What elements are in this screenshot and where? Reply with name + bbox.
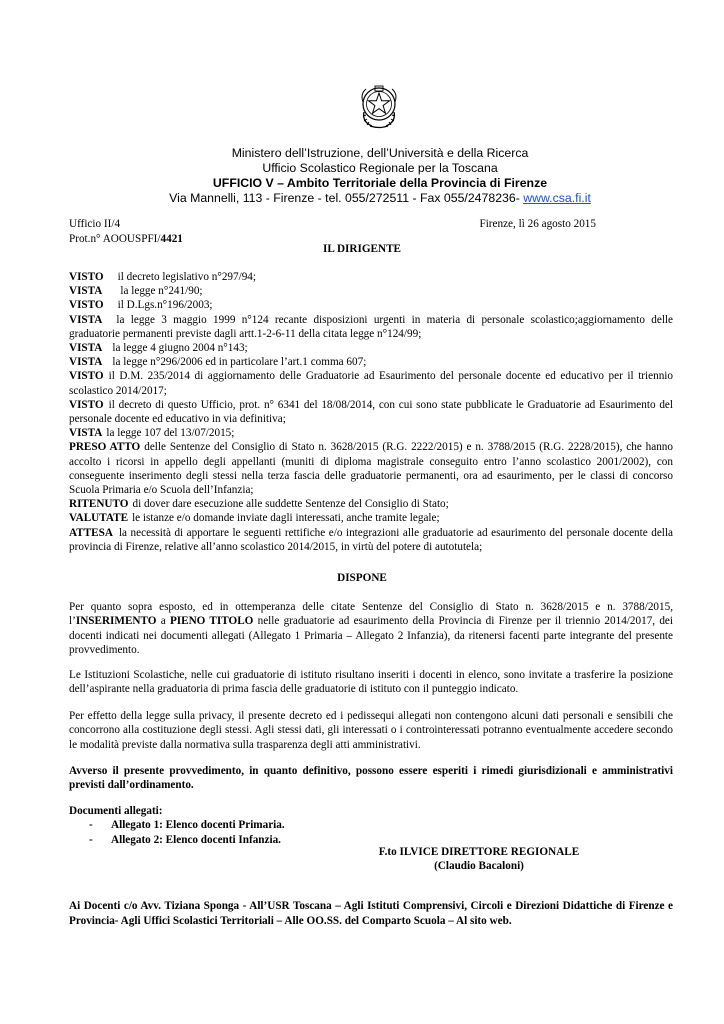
website-link[interactable]: www.csa.fi.it (523, 191, 591, 205)
italian-republic-emblem (358, 82, 400, 130)
dispone-heading: DISPONE (337, 572, 387, 584)
recipients-list: Ai Docenti c/o Avv. Tiziana Sponga - All’USR Toscana – Agli Istituti Comprensivi, Circoli e Direzioni Didattiche di Firenze e Provincia- Agli Uffici Scolastici Territoriali – Alle OO.SS. del Comparto Scuola – Al sito web. (69, 900, 673, 927)
dispone-pieno-titolo: PIENO TITOLO (169, 615, 254, 628)
premise-text: la legge n°296/2006 ed in particolare l’art.1 comma 607; (112, 356, 367, 369)
premise (69, 398, 673, 426)
protocol-value: 4421 (160, 233, 183, 245)
premise-text: la necessità di apportare le seguenti rettifiche e/o integrazioni alle graduatorie ad esaurimento del personale docente della provincia di Firenze, relative all’anno scolastico 2014/2015, in virtù del potere di autotutela; (69, 526, 673, 553)
premise-text: la legge 107 del 13/07/2015; (106, 427, 235, 440)
attached-documents-title: Documenti allegati: (69, 805, 163, 817)
signature-title: F.to ILVICE DIRETTORE REGIONALE (378, 846, 580, 858)
ministry-name: Ministero dell’Istruzione, dell’Università e della Ricerca (231, 146, 529, 160)
premise (69, 426, 673, 440)
premise-keyword: VISTO (69, 299, 104, 312)
dispone-paragraph-2: Le Istituzioni Scolastiche, nelle cui graduatorie di istituto risultano inseriti i docenti in elenco, sono invitate a trasferire la posizione dell’aspirante nella graduatoria di prima fascia delle graduatorie di istituto con il punteggio indicato. (69, 669, 673, 696)
regional-office: Ufficio Scolastico Regionale per la Toscana (262, 161, 498, 175)
attached-document-item: - Allegato 1: Elenco docenti Primaria. (89, 819, 285, 832)
dispone-paragraph-1 (69, 600, 673, 657)
signature-block (370, 845, 588, 874)
premise-text: la legge n°241/90; (120, 285, 203, 298)
premise-text: il decreto legislativo n°297/94; (117, 271, 257, 283)
premise-keyword: VISTO (69, 271, 104, 283)
premise (69, 270, 673, 284)
premise-keyword: VISTO (69, 398, 104, 411)
office-name: UFFICIO V – Ambito Territoriale della Provincia di Firenze (212, 176, 548, 190)
premise-keyword: VISTA (69, 313, 103, 326)
premise (69, 526, 673, 554)
letterhead (0, 146, 724, 206)
premise (69, 511, 673, 525)
dispone-text-a: Per quanto sopra esposto, ed in ottemperanza delle citate Sentenze del Consiglio di Stato n. 3628/2015 e n. 3788/2015, l’ (69, 601, 673, 628)
premise-text: di dover dare esecuzione alle suddette Sentenze del Consiglio di Stato; (132, 498, 449, 511)
premise (69, 341, 673, 355)
premise-text: la legge 3 maggio 1999 n°124 recante disposizioni urgenti in materia di personale scolastico;aggiornamento delle graduatorie permanenti previste dagli artt.1-2-6-11 della citata legge n°124/99; (69, 313, 673, 340)
premise (69, 284, 673, 298)
premise (69, 298, 673, 312)
office-code: Ufficio II/4 (69, 218, 121, 230)
dispone-text-c: a (156, 615, 170, 628)
premise-text: il D.Lgs.n°196/2003; (117, 299, 213, 312)
premise-keyword: VISTA (69, 342, 103, 355)
premise (69, 313, 673, 341)
appeal-notice: Avverso il presente provvedimento, in quanto definitivo, possono essere esperiti i rimedi giurisdizionali e amministrativi previsti dall’ordinamento. (69, 765, 673, 792)
premise-keyword: VISTA (69, 427, 103, 440)
premise-keyword: ATTESA (69, 526, 113, 539)
place-date: Firenze, lì 26 agosto 2015 (479, 218, 596, 230)
document-title: IL DIRIGENTE (322, 243, 402, 255)
protocol-label: Prot.n° AOOUSPFI/ (69, 233, 161, 245)
premise-text: delle Sentenze del Consiglio di Stato n. 3628/2015 (R.G. 2222/2015) e n. 3788/2015 (R.G. 2228/2015), che hanno accolto i ricorsi in appello degli appellanti (muniti di diploma magistrale conseguito entro l’anno scolastico 2001/2002), con conseguente inserimento degli stessi nella terza fascia delle graduatorie permanenti, ora ad esaurimento, per le classi di concorso Scuola Primaria e/o Scuola dell’Infanzia; (69, 441, 673, 497)
premise-keyword: VISTO (69, 370, 104, 383)
premise (69, 440, 673, 497)
premise-text: il D.M. 235/2014 di aggiornamento delle Graduatorie ad Esaurimento del personale docente ed educativo per il triennio scolastico 2014/2017; (69, 370, 673, 397)
premise (69, 497, 673, 511)
contact-line (0, 191, 724, 206)
premise-keyword: PRESO ATTO (69, 441, 141, 454)
premise-text: il decreto di questo Ufficio, prot. n° 6341 del 18/08/2014, con cui sono state pubblicate le Graduatorie ad Esaurimento del personale docente ed educativo in via definitiva; (69, 398, 673, 426)
signature-name: (Claudio Bacaloni) (434, 860, 524, 873)
dispone-paragraph-3: Per effetto della legge sulla privacy, il presente decreto ed i pedissequi allegati non contengono alcuni dati personali e sensibili che concorrono alla costituzione degli stessi. Agli stessi dati, gli interessati o i controinteressati potranno eventualmente accedere secondo le modalità previste dalla normativa sulla trasparenza degli atti amministrativi. (69, 710, 673, 751)
attached-document-item: - Allegato 2: Elenco docenti Infanzia. (89, 833, 281, 846)
premise-keyword: VISTA (69, 285, 103, 298)
address-phone-fax: Via Mannelli, 113 - Firenze - tel. 055/272511 - Fax 055/2478236- (169, 191, 524, 205)
dispone-text-d: nelle graduatorie ad esaurimento della Provincia di Firenze per il triennio 2014/2017, dei docenti indicati nei documenti allegati (Allegato 1 Primaria – Allegato 2 Infanzia), da ritenersi facenti parte integrante del presente provvedimento. (69, 615, 673, 656)
premises-section (69, 270, 673, 554)
premise-keyword: RITENUTO (69, 498, 129, 511)
premise (69, 355, 673, 369)
premise-keyword: VISTA (69, 356, 103, 369)
attached-documents (69, 804, 673, 847)
premise-keyword: VALUTATE (69, 512, 129, 525)
premise-text: le istanze e/o domande inviate dagli interessati, anche tramite legale; (132, 512, 440, 525)
premise (69, 369, 673, 397)
premise-text: la legge 4 giugno 2004 n°143; (112, 342, 248, 355)
dispone-inserimento: INSERIMENTO (75, 615, 157, 628)
attached-document-label: Allegato 1: Elenco docenti Primaria. (111, 819, 285, 832)
attached-document-label: Allegato 2: Elenco docenti Infanzia. (111, 833, 281, 846)
